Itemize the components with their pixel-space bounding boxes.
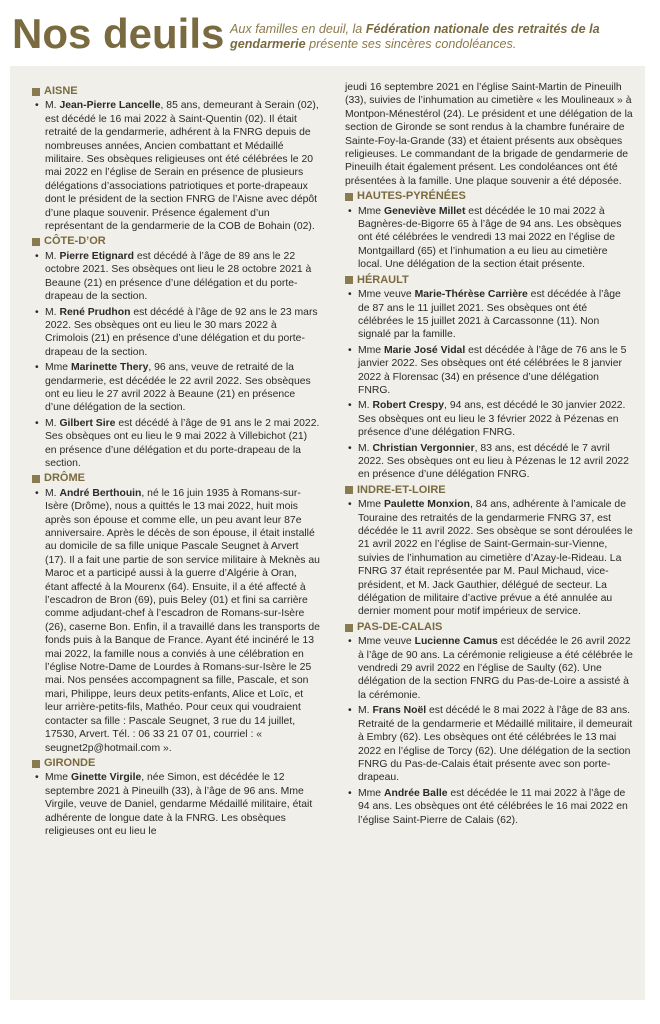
obituary-entry	[345, 205, 633, 272]
entry-title: Mme	[358, 205, 384, 217]
obituary-entry	[345, 498, 633, 619]
deceased-name: Andrée Balle	[383, 787, 448, 799]
obituary-entry	[345, 704, 633, 784]
deceased-name: André Berthouin	[59, 487, 142, 499]
entry-text: , 84 ans, adhérente à l’amicale de Touraine des retraités de la gendarmerie FNRG 37, est décédée le 11 avril 2022. Ses obsèque se sont déroulées le 21 avril 2022 en l’église de Saint-Germain-sur-Vienne, suivies de l’inhumation au cimetière d’Azay-le-Rideau. La FNRG 37 était représentée par M. Paul Michaud, vice-président, et M. Jack Gauthier, délégué de secteur. La délégation de militaire d’active prévue a été annulée au dernier moment pour motif impérieux de service.	[358, 499, 633, 618]
deceased-name: Jean-Pierre Lancelle	[59, 100, 161, 112]
deceased-name: Gilbert Sire	[59, 417, 116, 429]
left-column	[32, 84, 320, 840]
section-label: PAS-DE-CALAIS	[357, 620, 443, 633]
entry-title: Mme veuve	[358, 636, 415, 648]
deceased-name: Paulette Monxion	[383, 499, 471, 511]
obituary-entry	[32, 361, 320, 415]
entry-text: , 83 ans, est décédé le 7 avril 2022. Ses obsèques ont eu lieu à Pézenas le 12 avril 2022 en présence d’une délégation FNRG.	[358, 442, 629, 481]
obituary-entry	[345, 635, 633, 702]
bullet-icon: •	[35, 250, 39, 262]
section-heading	[345, 484, 633, 497]
entry-text: , 96 ans, veuve de retraité de la gendarmerie, est décédée le 22 avril 2022. Ses obsèques ont eu lieu le 27 avril 2022 à Beaune (21) en présence d’une délégation de la section.	[45, 362, 311, 414]
entry-text: , née Simon, est décédée le 12 septembre 2021 à Pineuilh (33), à l’âge de 96 ans. Mme Virgile, veuve de Daniel, gendarme Médaillé militaire, était adhérente de longue date à la FNRG. Les obsèques religieuses ont eu lieu le	[45, 772, 313, 837]
entry-title: M.	[358, 705, 373, 717]
entry-text: , 94 ans, est décédé le 30 janvier 2022. Ses obsèques ont eu lieu le 3 février 2022 à Pézenas en présence d’une délégation FNRG.	[358, 400, 626, 439]
entry-title: Mme	[358, 787, 384, 799]
bullet-icon: •	[348, 499, 352, 511]
intro-federation: Fédération nationale des retraités de la gendarmerie	[230, 22, 600, 51]
intro-text	[230, 22, 610, 52]
bullet-icon: •	[348, 289, 352, 301]
bullet-icon: •	[348, 205, 352, 217]
section-label: CÔTE-D’OR	[44, 235, 106, 248]
entry-title: M.	[45, 250, 60, 262]
bullet-icon: •	[35, 100, 39, 112]
bullet-icon: •	[348, 705, 352, 717]
entry-text: est décédée le 10 mai 2022 à Bagnères-de-Bigorre 65 à l’âge de 94 ans. Les obsèques ont été célébrées le vendredi 13 mai 2022 en l’église de Montgaillard (65) et l’inhumation a eu lieu au cimetière local. Une délégation de la section était présente.	[358, 205, 622, 271]
entry-text: , 85 ans, demeurant à Serain (02), est décédé le 16 mai 2022 à Saint-Quentin (02). Il était retraité de la gendarmerie, adhérent à la FNRG depuis de nombreuses années, Ancien combattant et Médaillé militaire. Ses obsèques religieuses ont été célébrées le 20 mai 2022 en l’église de Serain en présence de plusieurs délégations d’associations patriotiques et porte-drapeaux dont le président de la section FNRG de l’Aisne avec dépôt d’une plaque souvenir. Présence également d’un représentant de la gendarmerie de la COB de Bohain (02).	[45, 100, 319, 233]
deceased-name: Robert Crespy	[372, 400, 445, 412]
section-square-icon	[32, 88, 40, 96]
entry-title: Mme	[45, 362, 71, 374]
deceased-name: Lucienne Camus	[414, 636, 498, 648]
bullet-icon: •	[35, 417, 39, 429]
page-header	[10, 6, 655, 58]
entry-title: M.	[45, 100, 60, 112]
entry-text: , né le 16 juin 1935 à Romans-sur-Isère (Drôme), nous a quittés le 13 mai 2022, huit mois après son épouse et comme elle, un peu avant leur 87e anniversaire. Après le décès de son épouse, il était installé au domicile de sa fille unique Pascale Seugnet à Arvert (17). Il a fait une partie de son service militaire à Meknès au Maroc et a participé aussi à la guerre d’Algérie à Oran, étant affecté à la Mourenx (64). Ensuite, il a été affecté à l’escadron de Bron (69), puis Beley (01) et fini sa carrière comme adjudant-chef à l’escadron de Romans-sur-Isère (26), caserne Bon. Enfin, il a travaillé dans les transports de fonds puis à la Banque de France. Ayant été incinéré le 13 mai 2022, la famille nous a conviés à une célébration en l’église Notre-Dame de Lourdes à Romans-sur-Isère le 25 mai. Nos pensées accompagnent sa fille, Pascale, et son mari, Philippe, leurs deux petits-enfants, Alice et Loïc, et leur arrière-petits-fils, Mathéo. Pour ceux qui voudraient contacter sa fille : Pascale Seugnet, 3 rue du 14 juillet, 17530, Arvert. Tél. : 06 33 21 07 01, courriel : « seugnet2p@hotmail.com ».	[45, 487, 320, 754]
section-square-icon	[345, 276, 353, 284]
section-heading	[32, 472, 320, 485]
entry-text: est décédée le 11 mai 2022 à l’âge de 94 ans. Les obsèques ont été célébrées le 16 mai 2022 en l’église Saint-Pierre de Calais (62).	[358, 787, 628, 826]
obituary-entry	[32, 250, 320, 304]
obituary-entry	[345, 288, 633, 342]
entry-title: Mme veuve	[358, 289, 415, 301]
bullet-icon: •	[348, 442, 352, 454]
deceased-name: Marinette Thery	[70, 362, 149, 374]
obituary-entry	[32, 99, 320, 233]
entry-title: M.	[45, 417, 60, 429]
entry-text: est décédé le 8 mai 2022 à l’âge de 83 ans. Retraité de la gendarmerie et Médaillé militaire, il demeurait à Embry (62). Les obsèques ont été célébrées le 13 mai 2022 en l’église de Torcy (62). Une délégation de la section FNRG du Pas-de-Calais était présente avec son porte-drapeau.	[358, 705, 633, 784]
obituary-entry	[345, 787, 633, 827]
entry-title: M.	[45, 487, 60, 499]
entry-title: M.	[358, 442, 373, 454]
entry-text: est décédé à l’âge de 92 ans le 23 mars 2022. Ses obsèques ont eu lieu le 30 mars 2022 à Crimolois (21) en présence d’une délégation et du porte-drapeau de la section.	[45, 306, 318, 358]
entry-title: Mme	[358, 344, 384, 356]
entry-text: est décédée à l’âge de 76 ans le 5 janvier 2022. Ses obsèques ont été célébrées le 8 janvier 2022 à Florensac (34) en présence d’une délégation FNRG.	[358, 344, 627, 396]
bullet-icon: •	[348, 400, 352, 412]
section-heading	[345, 621, 633, 634]
bullet-icon: •	[35, 306, 39, 318]
deceased-name: Marie José Vidal	[383, 344, 466, 356]
obituary-entry	[345, 442, 633, 482]
right-column	[345, 81, 633, 829]
section-square-icon	[345, 486, 353, 494]
section-square-icon	[345, 193, 353, 201]
section-heading	[345, 190, 633, 203]
deceased-name: Geneviève Millet	[383, 205, 466, 217]
section-label: AISNE	[44, 85, 78, 97]
section-label: HÉRAULT	[357, 273, 409, 286]
obituary-entry	[345, 399, 633, 439]
entry-text: est décédé à l’âge de 89 ans le 22 octobre 2021. Ses obsèques ont lieu le 28 octobre 2021 à Beaune (21) en présence d’une délégation et du porte-drapeau de la section.	[45, 250, 312, 303]
deceased-name: Ginette Virgile	[70, 772, 142, 784]
bullet-icon: •	[35, 487, 39, 499]
entry-text: est décédée le 26 avril 2022 à l’âge de 90 ans. La cérémonie religieuse a été célébrée le vendredi 29 avril 2022 en l’église de Saulty (62). Une délégation de la section FNRG du Pas-de-Loire a assisté à la cérémonie.	[358, 636, 633, 701]
section-label: HAUTES-PYRÉNÉES	[357, 190, 466, 203]
obituary-entry	[32, 417, 320, 471]
section-square-icon	[345, 624, 353, 632]
entry-title: Mme	[45, 772, 71, 784]
deceased-name: Christian Vergonnier	[372, 442, 475, 454]
section-heading	[32, 757, 320, 770]
section-square-icon	[32, 238, 40, 246]
deceased-name: René Prudhon	[59, 306, 131, 318]
section-label: DRÔME	[44, 472, 85, 485]
continued-text: jeudi 16 septembre 2021 en l’église Saint-Martin de Pineuilh (33), suivies de l’inhumation au cimetière « les Moulineaux » à Montpon-Ménestérol (24). Le président et une délégation de la section de Gironde se sont rendus à la chambre funéraire de Sainte-Foy-la-Grande (33) et étaient présents aux obsèques religieuses. Le commandant de la brigade de gendarmerie de Pineuilh était également présent. Les condoléances ont été présentées à la famille. Une plaque souvenir a été déposée.	[345, 82, 633, 187]
section-label: GIRONDE	[44, 756, 96, 769]
entry-text: est décédé à l’âge de 91 ans le 2 mai 2022. Ses obsèques ont eu lieu le 9 mai 2022 à Villebichot (21) en présence d’une délégation et du porte-drapeau de la section.	[45, 417, 320, 469]
deceased-name: Frans Noël	[372, 705, 427, 717]
obituaries-panel	[10, 66, 645, 1000]
obituary-entry	[32, 306, 320, 360]
intro-pre: Aux familles en deuil, la	[230, 22, 366, 36]
obituary-entry	[32, 487, 320, 755]
section-heading	[32, 235, 320, 248]
deceased-name: Pierre Etignard	[59, 250, 134, 262]
entry-text: est décédée à l’âge de 87 ans le 11 juillet 2021. Ses obsèques ont été célébrées le 15 juillet 2021 à Carcassonne (11). Non signalé par la famille.	[358, 289, 621, 341]
bullet-icon: •	[348, 787, 352, 799]
entry-title: M.	[45, 306, 60, 318]
bullet-icon: •	[35, 772, 39, 784]
section-heading	[32, 85, 320, 98]
obituary-entry	[345, 344, 633, 398]
page-title: Nos deuils	[12, 10, 225, 57]
obituary-entry	[32, 771, 320, 838]
bullet-icon: •	[348, 636, 352, 648]
section-square-icon	[32, 760, 40, 768]
entry-title: M.	[358, 400, 373, 412]
section-heading	[345, 274, 633, 287]
entry-title: Mme	[358, 499, 384, 511]
bullet-icon: •	[348, 344, 352, 356]
bullet-icon: •	[35, 362, 39, 374]
deceased-name: Marie-Thérèse Carrière	[414, 289, 528, 301]
intro-post: présente ses sincères condoléances.	[305, 37, 517, 51]
section-label: INDRE-ET-LOIRE	[357, 483, 446, 496]
section-square-icon	[32, 475, 40, 483]
